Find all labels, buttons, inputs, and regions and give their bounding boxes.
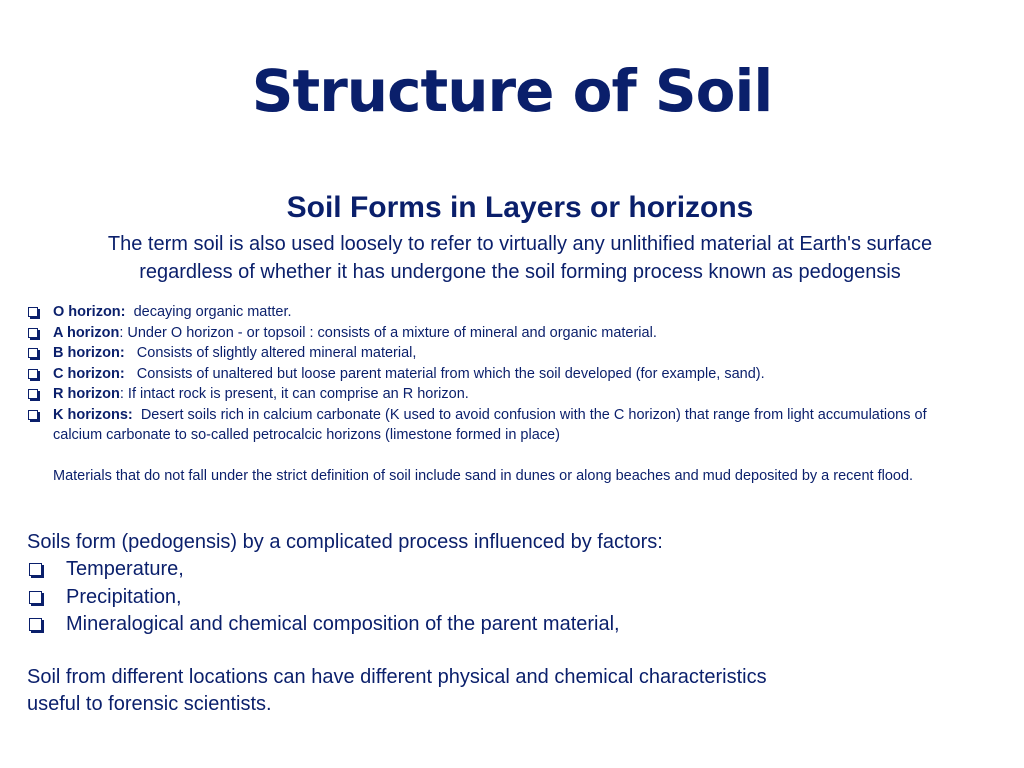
list-item xyxy=(27,556,987,584)
checkbox-bullet-icon xyxy=(29,563,42,576)
list-item xyxy=(27,584,987,612)
checkbox-bullet-icon xyxy=(28,410,38,420)
factor-text: Temperature, xyxy=(66,558,184,580)
horizon-name: B horizon: xyxy=(53,345,125,361)
slide-subtitle: Soil Forms in Layers or horizons xyxy=(286,191,754,224)
checkbox-bullet-icon xyxy=(29,591,42,604)
checkbox-bullet-icon xyxy=(28,307,38,317)
horizon-name: C horizon: xyxy=(53,365,125,382)
horizon-description: Consists of unaltered but loose parent material from which the soil developed (for example, sand). xyxy=(136,365,765,382)
checkbox-bullet-icon xyxy=(29,618,42,631)
factor-list xyxy=(27,556,987,639)
intro-text xyxy=(20,230,1020,286)
intro-line-2: regardless of whether it has undergone the soil forming process known as pedogensis xyxy=(139,261,901,283)
horizon-description: decaying organic matter. xyxy=(133,304,292,320)
factors-intro: Soils form (pedogensis) by a complicated process influenced by factors: xyxy=(27,531,663,553)
list-item xyxy=(27,611,987,639)
list-item xyxy=(28,364,978,385)
factor-text: Precipitation, xyxy=(66,585,182,608)
horizon-description: : If intact rock is present, it can comprise an R horizon. xyxy=(119,386,469,402)
list-item xyxy=(28,384,978,405)
checkbox-bullet-icon xyxy=(28,389,38,399)
horizon-name: O horizon: xyxy=(53,304,126,320)
horizon-description: Consists of slightly altered mineral material, xyxy=(136,345,417,361)
horizon-list xyxy=(28,302,978,446)
closing-text xyxy=(27,664,987,718)
checkbox-bullet-icon xyxy=(28,348,38,358)
slide-title: Structure of Soil xyxy=(251,57,773,125)
list-item xyxy=(28,343,978,364)
horizon-description: Desert soils rich in calcium carbonate (K used to avoid confusion with the C horizon) that range from light accumulations of calcium carbonate to so-called petrocalcic horizons (limestone formed in place) xyxy=(53,406,927,443)
horizon-name: A horizon xyxy=(53,324,120,341)
list-item xyxy=(28,302,978,323)
closing-line-2: useful to forensic scientists. xyxy=(27,693,272,715)
list-item xyxy=(28,405,978,446)
factor-text: Mineralogical and chemical composition of the parent material, xyxy=(66,613,620,635)
checkbox-bullet-icon xyxy=(28,369,38,379)
closing-line-1: Soil from different locations can have different physical and chemical characteristics xyxy=(27,666,767,688)
intro-line-1: The term soil is also used loosely to refer to virtually any unlithified material at Earth's surface xyxy=(107,233,933,255)
horizon-name: R horizon xyxy=(53,386,120,402)
horizon-name: K horizons: xyxy=(53,406,133,423)
list-item xyxy=(28,323,978,344)
materials-note: Materials that do not fall under the strict definition of soil include sand in dunes or along beaches and mud deposited by a recent flood. xyxy=(53,468,914,484)
horizon-description: : Under O horizon - or topsoil : consists of a mixture of mineral and organic material. xyxy=(119,324,657,341)
checkbox-bullet-icon xyxy=(28,328,38,338)
